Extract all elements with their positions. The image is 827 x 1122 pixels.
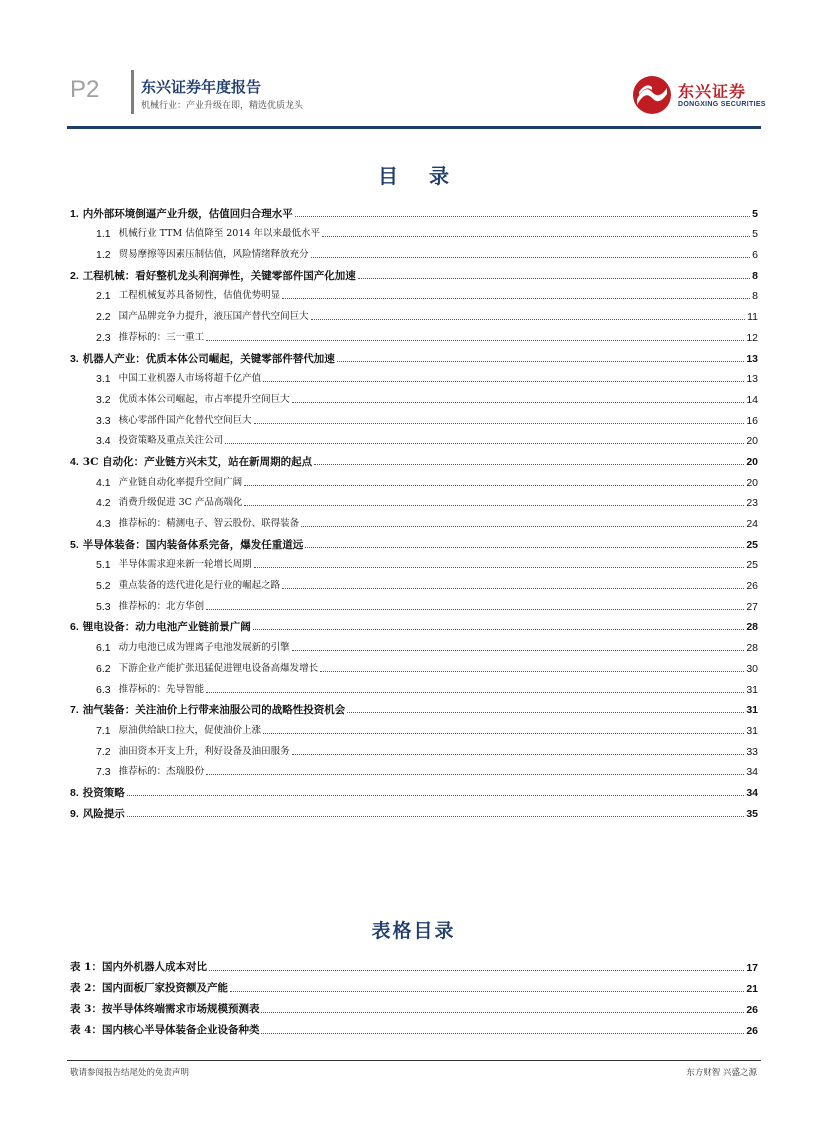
toc-entry-page: 34 [746, 786, 758, 799]
toc-entry-text: 油田资本开支上升，利好设备及油田服务 [118, 745, 290, 757]
toc-entry-text: 产业链自动化率提升空间广阔 [118, 476, 243, 488]
toc-entry-page: 16 [746, 414, 758, 427]
toc-entry-number: 6.3 [96, 683, 111, 696]
toc-entry-number: 4.2 [96, 497, 111, 510]
toc-leader-dots [282, 298, 750, 299]
toc-entry-page: 31 [746, 683, 758, 696]
footer-slogan: 东方财智 兴盛之源 [686, 1068, 757, 1078]
toc-entry-number: 4. [70, 455, 79, 468]
table-of-tables-list [70, 953, 758, 1037]
toc-entry-text: 锂电设备：动力电池产业链前景广阔 [82, 621, 251, 634]
toc-entry[interactable] [70, 716, 758, 737]
toc-entry[interactable] [70, 199, 758, 220]
toc-entry-number: 9. [70, 807, 79, 820]
toc-entry-text: 投资策略 [82, 786, 125, 799]
toc-leader-dots [206, 692, 744, 693]
toc-leader-dots [292, 402, 745, 403]
toc-entry-number: 2. [70, 269, 79, 282]
logo-subtext: DONGXING SECURITIES [678, 101, 766, 108]
table-entry-page: 17 [746, 962, 758, 974]
toc-entry[interactable] [70, 758, 758, 779]
toc-entry-page: 8 [752, 269, 758, 282]
toc-leader-dots [244, 485, 744, 486]
toc-leader-dots [292, 650, 745, 651]
table-of-tables-title: 表格目录 [371, 920, 456, 942]
table-entry-page: 21 [746, 983, 758, 995]
toc-entry-number: 7.3 [96, 766, 111, 779]
toc-entry-number: 3.1 [96, 373, 111, 386]
toc-leader-dots [301, 526, 744, 527]
toc-entry-text: 推荐标的：精测电子、智云股份、联得装备 [118, 518, 300, 529]
toc-leader-dots [347, 712, 744, 713]
toc-entry[interactable] [70, 633, 758, 654]
header-rule [67, 126, 761, 129]
toc-entry-page: 13 [746, 373, 758, 386]
toc-entry-text: 推荐标的：三一重工 [118, 331, 205, 343]
toc-entry[interactable] [70, 675, 758, 696]
toc-entry[interactable] [70, 240, 758, 261]
toc-leader-dots [292, 754, 745, 755]
toc-entry[interactable] [70, 799, 758, 820]
toc-entry-text: 推荐标的：北方华创 [118, 600, 205, 612]
toc-entry[interactable] [70, 530, 758, 551]
table-entry-page: 26 [746, 1025, 758, 1037]
toc-entry-page: 13 [746, 352, 758, 365]
toc-entry-text: 消费升级促进 3C 产品高端化 [118, 497, 243, 509]
toc-leader-dots [311, 319, 745, 320]
toc-leader-dots [254, 567, 745, 568]
toc-entry-text: 优质本体公司崛起，市占率提升空间巨大 [118, 393, 290, 405]
toc-leader-dots [254, 423, 745, 424]
toc-leader-dots [127, 816, 745, 817]
toc-entry-text: 3C 自动化：产业链方兴未艾，站在新周期的起点 [82, 455, 313, 468]
toc-entry[interactable] [70, 261, 758, 282]
toc-entry-number: 2.2 [96, 311, 111, 324]
toc-entry-page: 5 [752, 228, 758, 241]
header-divider [131, 70, 134, 114]
table-entry-text: 表 1：国内外机器人成本对比 [70, 961, 207, 973]
table-entry-text: 表 2：国内面板厂家投资额及产能 [70, 982, 228, 994]
toc-entry-page: 34 [746, 766, 758, 779]
toc-entry-page: 6 [752, 249, 758, 262]
toc-entry[interactable] [70, 385, 758, 406]
toc-entry[interactable] [70, 571, 758, 592]
toc-leader-dots [322, 236, 750, 237]
toc-entry-number: 2.1 [96, 290, 111, 303]
table-entry-text: 表 3：按半导体终端需求市场规模预测表 [70, 1003, 260, 1015]
toc-entry-text: 投资策略及重点关注公司 [118, 435, 224, 447]
toc-entry-page: 33 [746, 745, 758, 758]
toc-entry-page: 5 [752, 207, 758, 220]
toc-entry[interactable] [70, 654, 758, 675]
toc-entry[interactable] [70, 365, 758, 386]
toc-entry-number: 1.2 [96, 249, 111, 262]
toc-entry[interactable] [70, 220, 758, 241]
toc-entry-number: 3.2 [96, 393, 111, 406]
toc-entry[interactable] [70, 323, 758, 344]
table-leader-dots [261, 1012, 744, 1013]
toc-leader-dots [295, 216, 750, 217]
toc-entry-number: 7. [70, 704, 79, 717]
toc-leader-dots [320, 671, 744, 672]
toc-entry-page: 25 [746, 559, 758, 572]
toc-entry-number: 8. [70, 786, 79, 799]
toc-entry[interactable] [70, 778, 758, 799]
toc-leader-dots [225, 443, 744, 444]
toc-entry-number: 1. [70, 207, 79, 220]
toc-entry-text: 下游企业产能扩张迅猛促进锂电设备高爆发增长 [118, 662, 319, 674]
toc-entry-page: 24 [746, 518, 758, 530]
toc-entry-number: 5.3 [96, 600, 111, 613]
toc-entry-number: 3.3 [96, 414, 111, 427]
toc-entry-text: 贸易摩擦等因素压制估值，风险情绪释放充分 [118, 249, 309, 261]
toc-entry-number: 5.1 [96, 559, 111, 572]
toc-entry-number: 6.1 [96, 642, 111, 655]
toc-entry-number: 7.1 [96, 724, 111, 737]
toc-entry-page: 31 [746, 724, 758, 737]
toc-entry-page: 30 [746, 662, 758, 675]
toc-entry[interactable] [70, 447, 758, 468]
toc-title: 目 录 [378, 164, 461, 188]
toc-entry-number: 1.1 [96, 228, 111, 241]
toc-entry[interactable] [70, 737, 758, 758]
toc-entry-page: 28 [746, 621, 758, 634]
toc-leader-dots [206, 340, 744, 341]
toc-entry-page: 27 [746, 600, 758, 613]
toc-entry-text: 核心零部件国产化替代空间巨大 [118, 414, 252, 426]
toc-entry[interactable] [70, 592, 758, 613]
toc-list [70, 199, 758, 820]
toc-leader-dots [282, 588, 744, 589]
toc-entry-number: 2.3 [96, 331, 111, 344]
toc-entry[interactable] [70, 302, 758, 323]
toc-entry-page: 26 [746, 580, 758, 593]
toc-leader-dots [358, 278, 750, 279]
toc-entry-text: 半导体装备：国内装备体系完备，爆发任重道远 [82, 538, 304, 551]
toc-leader-dots [311, 257, 751, 258]
table-leader-dots [209, 970, 744, 971]
report-title: 东兴证券年度报告 [141, 78, 262, 96]
toc-entry-page: 23 [746, 497, 758, 510]
toc-entry-page: 20 [746, 455, 758, 468]
toc-leader-dots [305, 547, 744, 548]
toc-entry-page: 14 [746, 393, 758, 406]
toc-leader-dots [244, 505, 744, 506]
toc-entry-page: 28 [746, 642, 758, 655]
toc-entry-text: 推荐标的：杰瑞股份 [118, 766, 205, 778]
toc-leader-dots [263, 381, 744, 382]
table-entry[interactable] [70, 1016, 758, 1037]
toc-entry-text: 原油供给缺口拉大，促使油价上涨 [118, 724, 262, 736]
toc-entry-text: 机械行业 TTM 估值降至 2014 年以来最低水平 [118, 228, 320, 240]
toc-entry-number: 7.2 [96, 745, 111, 758]
toc-entry-text: 工程机械复苏具备韧性，估值优势明显 [118, 290, 281, 302]
toc-leader-dots [127, 795, 745, 796]
table-entry-text: 表 4：国内核心半导体装备企业设备种类 [70, 1024, 260, 1036]
toc-entry-text: 半导体需求迎来新一轮增长周期 [118, 559, 252, 571]
toc-entry[interactable] [70, 509, 758, 530]
report-subtitle: 机械行业：产业升级在即，精选优质龙头 [141, 101, 304, 111]
table-entry[interactable] [70, 974, 758, 995]
toc-entry-text: 工程机械：看好整机龙头利润弹性，关键零部件国产化加速 [82, 269, 356, 282]
toc-entry-text: 中国工业机器人市场将超千亿产值 [118, 373, 262, 385]
toc-entry[interactable] [70, 551, 758, 572]
toc-entry-page: 12 [746, 331, 758, 344]
toc-entry-text: 动力电池已成为锂离子电池发展新的引擎 [118, 642, 290, 654]
footer-disclaimer: 敬请参阅报告结尾处的免责声明 [70, 1068, 190, 1078]
table-leader-dots [261, 1033, 744, 1034]
toc-leader-dots [314, 464, 744, 465]
toc-entry-number: 3. [70, 352, 79, 365]
toc-entry-number: 3.4 [96, 435, 111, 448]
table-entry[interactable] [70, 995, 758, 1016]
toc-entry[interactable] [70, 468, 758, 489]
toc-entry[interactable] [70, 613, 758, 634]
toc-entry-text: 国产品牌竞争力提升，液压国产替代空间巨大 [118, 311, 309, 323]
page-number: P2 [70, 76, 100, 103]
toc-entry[interactable] [70, 344, 758, 365]
toc-entry-text: 机器人产业：优质本体公司崛起，关键零部件替代加速 [82, 352, 335, 365]
toc-entry-number: 4.1 [96, 476, 111, 489]
toc-entry-number: 5. [70, 538, 79, 551]
toc-leader-dots [206, 609, 744, 610]
toc-entry-text: 风险提示 [82, 807, 125, 820]
toc-entry[interactable] [70, 489, 758, 510]
logo-text: 东兴证券 [678, 82, 747, 101]
toc-entry-page: 35 [746, 807, 758, 820]
toc-entry-text: 油气装备：关注油价上行带来油服公司的战略性投资机会 [82, 704, 346, 717]
toc-entry-number: 6. [70, 621, 79, 634]
toc-entry-text: 推荐标的：先导智能 [118, 683, 205, 695]
toc-entry-page: 25 [746, 538, 758, 551]
toc-entry-page: 20 [746, 476, 758, 489]
table-entry[interactable] [70, 953, 758, 974]
toc-entry-number: 5.2 [96, 580, 111, 593]
footer-rule [67, 1060, 761, 1061]
toc-entry[interactable] [70, 696, 758, 717]
toc-entry-number: 6.2 [96, 662, 111, 675]
table-leader-dots [230, 991, 744, 992]
toc-leader-dots [337, 361, 745, 362]
toc-entry-page: 8 [752, 290, 758, 303]
table-entry-page: 26 [746, 1004, 758, 1016]
toc-leader-dots [263, 733, 744, 734]
toc-entry-text: 重点装备的迭代进化是行业的崛起之路 [118, 580, 281, 592]
toc-entry[interactable] [70, 406, 758, 427]
toc-entry-page: 20 [746, 435, 758, 448]
toc-entry[interactable] [70, 427, 758, 448]
toc-leader-dots [253, 629, 745, 630]
toc-entry-text: 内外部环境倒逼产业升级，估值回归合理水平 [82, 207, 293, 220]
toc-entry-page: 11 [747, 311, 758, 324]
toc-leader-dots [206, 774, 744, 775]
toc-entry-number: 4.3 [96, 518, 111, 530]
toc-entry[interactable] [70, 282, 758, 303]
toc-entry-page: 31 [746, 704, 758, 717]
